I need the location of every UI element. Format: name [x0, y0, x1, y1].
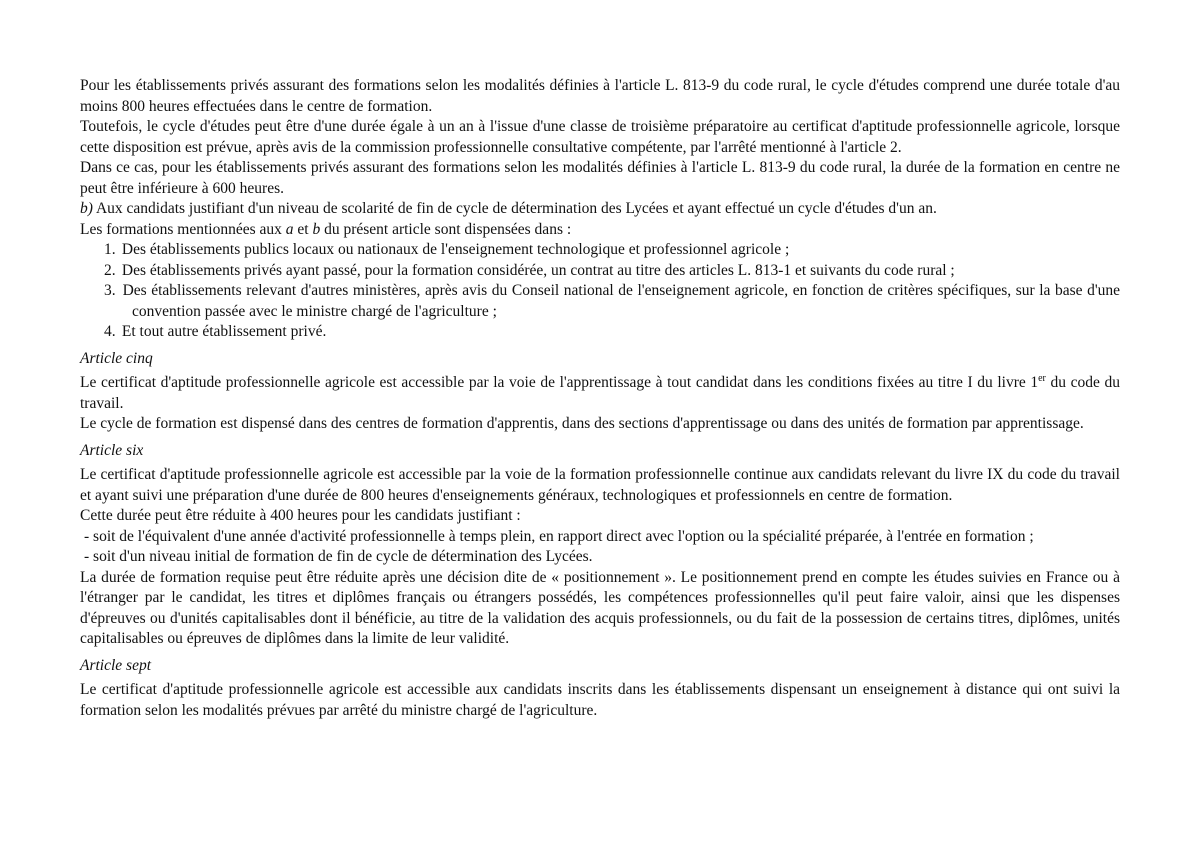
article-sept-paragraph-1: Le certificat d'aptitude professionnelle agricole est accessible aux candidats inscrits dans les établissements dispensant un enseignement à distance qui ont suivi la formation selon les modalités prévues par arrêté du ministre chargé de l'agriculture. — [80, 681, 1120, 719]
intro-p5-part-1: Les formations mentionnées aux — [80, 220, 286, 238]
article-six-paragraph-3: La durée de formation requise peut être réduite après une décision dite de « positionnement ». Le positionnement prend en compte les études suivies en France ou à l'étranger par le candidat, les titres et diplômes français ou étrangers possédés, les compétences professionnelles qu'il peut faire valoir, ainsi que les dispenses d'épreuves ou d'unités capitalisables dont il bénéficie, au titre de la validation des acquis professionnels, ou du fait de la possession de certains titres, diplômes, unités capitalisables ou épreuves de diplômes dans la limite de leur validité. — [80, 568, 1120, 647]
list-item-text: Des établissements relevant d'autres ministères, après avis du Conseil national de l'enseignement agricole, en fonction de critères spécifiques, sur la base d'une convention passée avec le ministre chargé de l'agriculture ; — [118, 282, 1120, 320]
condition-item: - soit d'un niveau initial de formation de fin de cycle de détermination des Lycées. — [84, 548, 593, 565]
list-item-text: Et tout autre établissement privé. — [118, 323, 327, 340]
superscript: er — [1038, 372, 1046, 384]
list-item: 1. Des établissements publics locaux ou nationaux de l'enseignement technologique et professionnel agricole ; — [104, 241, 790, 258]
intro-paragraph-2: Toutefois, le cycle d'études peut être d'une durée égale à un an à l'issue d'une classe de troisième préparatoire au certificat d'aptitude professionnelle agricole, lorsque cette disposition est prévue, après avis de la commission professionnelle consultative compétente, par l'arrêté mentionné à l'article 2. — [80, 118, 1120, 156]
list-item-text: Des établissements privés ayant passé, pour la formation considérée, un contrat au titre des articles L. 813-1 et suivants du code rural ; — [118, 261, 955, 279]
list-item: 4. Et tout autre établissement privé. — [104, 323, 327, 340]
article-six-heading: Article six — [80, 441, 144, 459]
establishment-list — [80, 240, 1120, 343]
condition-item: - soit de l'équivalent d'une année d'activité professionnelle à temps plein, en rapport direct avec l'option ou la spécialité préparée, à l'entrée en formation ; — [84, 527, 1034, 545]
letter-a: a — [285, 220, 294, 238]
document-page — [80, 76, 1120, 721]
article-six-paragraph-1: Le certificat d'aptitude professionnelle agricole est accessible par la voie de la formation professionnelle continue aux candidats relevant du livre IX du code du travail et ayant suivi une préparation d'une durée de 800 heures d'enseignements généraux, technologiques et professionnels en centre de formation. — [80, 466, 1120, 504]
letter-b: b — [312, 220, 321, 238]
article-cinq-paragraph-1 — [80, 373, 1120, 414]
intro-paragraph-5 — [80, 220, 1120, 241]
list-item: 2. Des établissements privés ayant passé, pour la formation considérée, un contrat au titre des articles L. 813-1 et suivants du code rural ; — [104, 261, 955, 279]
article-sept-heading: Article sept — [80, 656, 152, 674]
intro-paragraph-4 — [80, 199, 1120, 220]
intro-paragraph-3: Dans ce cas, pour les établissements privés assurant des formations selon les modalités définies à l'article L. 813-9 du code rural, la durée de la formation en centre ne peut être inférieure à 600 heures. — [80, 159, 1120, 197]
article-six-paragraph-2: Cette durée peut être réduite à 400 heures pour les candidats justifiant : — [80, 507, 521, 524]
list-item-text: Des établissements publics locaux ou nationaux de l'enseignement technologique et professionnel agricole ; — [118, 241, 790, 258]
intro-p5-part-3: du présent article sont dispensées dans : — [320, 220, 572, 238]
article-cinq-paragraph-2: Le cycle de formation est dispensé dans des centres de formation d'apprentis, dans des sections d'apprentissage ou dans des unités de formation par apprentissage. — [80, 415, 1084, 432]
article-cinq-heading: Article cinq — [80, 349, 153, 367]
article-cinq-p1-end: du code du travail. — [80, 374, 1120, 412]
intro-paragraph-1: Pour les établissements privés assurant des formations selon les modalités définies à l'article L. 813-9 du code rural, le cycle d'études comprend une durée totale d'au moins 800 heures effectuées dans le centre de formation. — [80, 77, 1120, 115]
article-cinq-p1-text: Le certificat d'aptitude professionnelle agricole est accessible par la voie de l'apprentissage à tout candidat dans les conditions fixées au titre I du livre 1 — [80, 374, 1039, 391]
intro-paragraph-4-text: Aux candidats justifiant d'un niveau de scolarité de fin de cycle de détermination des Lycées et ayant effectué un cycle d'études d'un an. — [92, 200, 937, 217]
list-item: 3. Des établissements relevant d'autres ministères, après avis du Conseil national de l'enseignement agricole, en fonction de critères spécifiques, sur la base d'une convention passée avec le ministre chargé de l'agriculture ; — [104, 282, 1120, 320]
condition-list — [80, 527, 1120, 568]
intro-p5-part-2: et — [293, 220, 313, 238]
item-letter-b: b) — [80, 200, 93, 217]
